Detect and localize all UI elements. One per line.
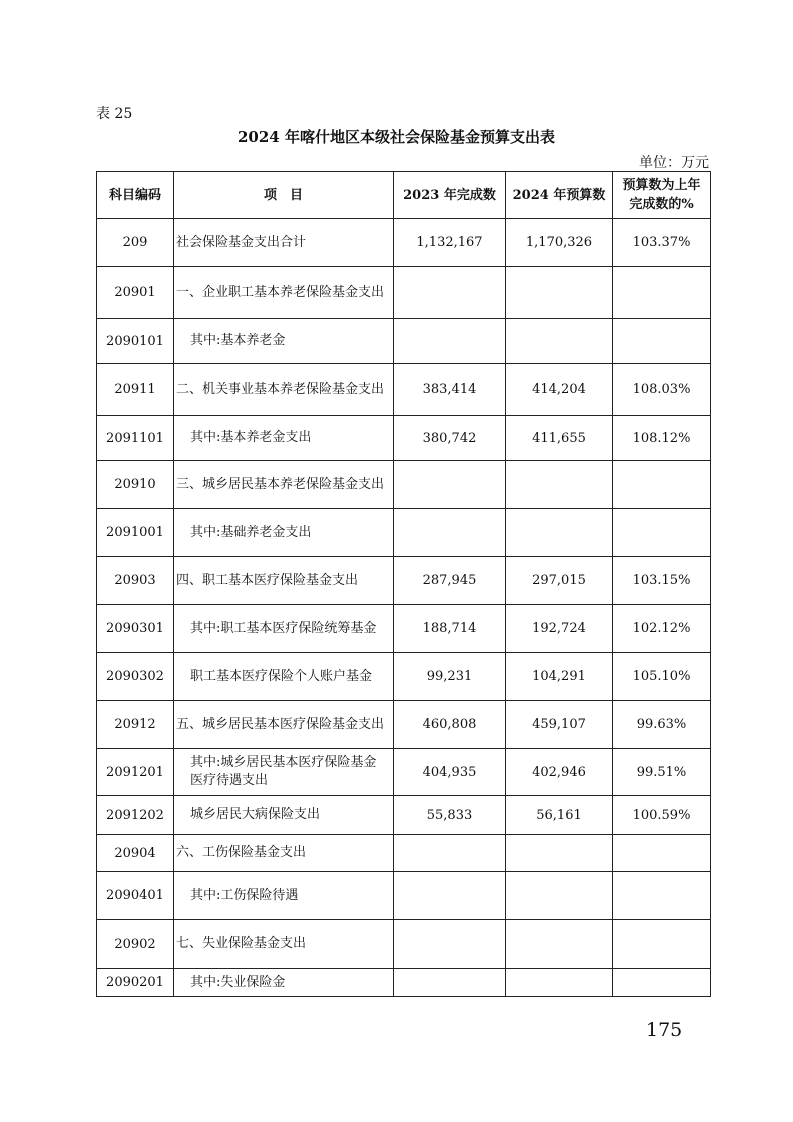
ratio-cell — [613, 509, 711, 557]
actual-2023-cell: 460,808 — [394, 701, 506, 749]
ratio-cell: 102.12% — [613, 605, 711, 653]
ratio-cell — [613, 835, 711, 872]
budget-expenditure-table — [96, 171, 711, 997]
table-row — [97, 364, 711, 416]
ratio-cell — [613, 872, 711, 920]
item-name-cell: 一、企业职工基本养老保险基金支出 — [174, 267, 394, 319]
budget-2024-cell — [506, 920, 613, 969]
item-name-cell: 其中:职工基本医疗保险统筹基金 — [174, 605, 394, 653]
subject-code-cell: 2091101 — [97, 416, 174, 461]
ratio-cell — [613, 267, 711, 319]
header-2023-actual: 2023 年完成数 — [394, 172, 506, 219]
ratio-cell: 103.37% — [613, 219, 711, 267]
header-budget-ratio: 预算数为上年完成数的% — [613, 172, 711, 219]
budget-2024-cell — [506, 872, 613, 920]
item-name-cell: 六、工伤保险基金支出 — [174, 835, 394, 872]
document-title: 2024 年喀什地区本级社会保险基金预算支出表 — [238, 128, 555, 146]
table-row — [97, 969, 711, 997]
subject-code-cell: 2090401 — [97, 872, 174, 920]
subject-code-cell: 209 — [97, 219, 174, 267]
budget-2024-cell — [506, 461, 613, 509]
item-name-cell: 社会保险基金支出合计 — [174, 219, 394, 267]
ratio-cell — [613, 319, 711, 364]
ratio-cell: 99.51% — [613, 749, 711, 796]
subject-code-cell: 2091001 — [97, 509, 174, 557]
ratio-cell — [613, 969, 711, 997]
actual-2023-cell — [394, 319, 506, 364]
budget-2024-cell: 192,724 — [506, 605, 613, 653]
header-subject-code: 科目编码 — [97, 172, 174, 219]
table-row — [97, 835, 711, 872]
budget-2024-cell: 411,655 — [506, 416, 613, 461]
item-name-cell: 其中:基本养老金支出 — [174, 416, 394, 461]
unit-label: 单位：万元 — [639, 155, 709, 171]
budget-2024-cell: 402,946 — [506, 749, 613, 796]
actual-2023-cell — [394, 461, 506, 509]
item-name-cell: 四、职工基本医疗保险基金支出 — [174, 557, 394, 605]
page-number: 175 — [646, 1019, 683, 1041]
table-row — [97, 653, 711, 701]
actual-2023-cell: 287,945 — [394, 557, 506, 605]
actual-2023-cell: 1,132,167 — [394, 219, 506, 267]
table-row — [97, 605, 711, 653]
subject-code-cell: 2091202 — [97, 796, 174, 835]
actual-2023-cell: 99,231 — [394, 653, 506, 701]
ratio-cell: 99.63% — [613, 701, 711, 749]
budget-2024-cell: 297,015 — [506, 557, 613, 605]
ratio-cell: 100.59% — [613, 796, 711, 835]
actual-2023-cell — [394, 969, 506, 997]
subject-code-cell: 2090201 — [97, 969, 174, 997]
table-row — [97, 796, 711, 835]
actual-2023-cell: 55,833 — [394, 796, 506, 835]
header-2024-budget: 2024 年预算数 — [506, 172, 613, 219]
table-row — [97, 557, 711, 605]
table-row — [97, 509, 711, 557]
subject-code-cell: 20901 — [97, 267, 174, 319]
table-row — [97, 749, 711, 796]
subject-code-cell: 20903 — [97, 557, 174, 605]
ratio-cell: 108.03% — [613, 364, 711, 416]
subject-code-cell: 2090101 — [97, 319, 174, 364]
actual-2023-cell — [394, 872, 506, 920]
item-name-cell: 其中:城乡居民基本医疗保险基金医疗待遇支出 — [174, 749, 394, 796]
subject-code-cell: 20902 — [97, 920, 174, 969]
subject-code-cell: 20911 — [97, 364, 174, 416]
budget-2024-cell: 414,204 — [506, 364, 613, 416]
table-row — [97, 701, 711, 749]
actual-2023-cell — [394, 835, 506, 872]
subject-code-cell: 2091201 — [97, 749, 174, 796]
table-row — [97, 872, 711, 920]
table-row — [97, 461, 711, 509]
ratio-cell: 105.10% — [613, 653, 711, 701]
table-row — [97, 219, 711, 267]
ratio-cell: 108.12% — [613, 416, 711, 461]
item-name-cell: 七、失业保险基金支出 — [174, 920, 394, 969]
item-name-cell: 其中:工伤保险待遇 — [174, 872, 394, 920]
subject-code-cell: 20910 — [97, 461, 174, 509]
table-row — [97, 319, 711, 364]
budget-2024-cell — [506, 835, 613, 872]
table-body — [97, 219, 711, 997]
budget-2024-cell: 104,291 — [506, 653, 613, 701]
subject-code-cell: 20912 — [97, 701, 174, 749]
ratio-cell: 103.15% — [613, 557, 711, 605]
item-name-cell: 职工基本医疗保险个人账户基金 — [174, 653, 394, 701]
actual-2023-cell: 383,414 — [394, 364, 506, 416]
actual-2023-cell: 188,714 — [394, 605, 506, 653]
table-number-label: 表 25 — [96, 106, 133, 122]
budget-2024-cell — [506, 319, 613, 364]
table-row — [97, 267, 711, 319]
actual-2023-cell — [394, 509, 506, 557]
actual-2023-cell: 404,935 — [394, 749, 506, 796]
budget-2024-cell — [506, 969, 613, 997]
subject-code-cell: 20904 — [97, 835, 174, 872]
item-name-cell: 城乡居民大病保险支出 — [174, 796, 394, 835]
header-item: 项 目 — [174, 172, 394, 219]
ratio-cell — [613, 461, 711, 509]
table-row — [97, 920, 711, 969]
item-name-cell: 五、城乡居民基本医疗保险基金支出 — [174, 701, 394, 749]
item-name-cell: 二、机关事业基本养老保险基金支出 — [174, 364, 394, 416]
item-name-cell: 三、城乡居民基本养老保险基金支出 — [174, 461, 394, 509]
table-row — [97, 416, 711, 461]
actual-2023-cell — [394, 267, 506, 319]
actual-2023-cell — [394, 920, 506, 969]
table-header-row — [97, 172, 711, 219]
budget-2024-cell: 1,170,326 — [506, 219, 613, 267]
ratio-cell — [613, 920, 711, 969]
budget-2024-cell — [506, 509, 613, 557]
budget-2024-cell: 56,161 — [506, 796, 613, 835]
actual-2023-cell: 380,742 — [394, 416, 506, 461]
item-name-cell: 其中:基本养老金 — [174, 319, 394, 364]
item-name-cell: 其中:失业保险金 — [174, 969, 394, 997]
item-name-cell: 其中:基础养老金支出 — [174, 509, 394, 557]
subject-code-cell: 2090302 — [97, 653, 174, 701]
budget-2024-cell — [506, 267, 613, 319]
budget-2024-cell: 459,107 — [506, 701, 613, 749]
subject-code-cell: 2090301 — [97, 605, 174, 653]
